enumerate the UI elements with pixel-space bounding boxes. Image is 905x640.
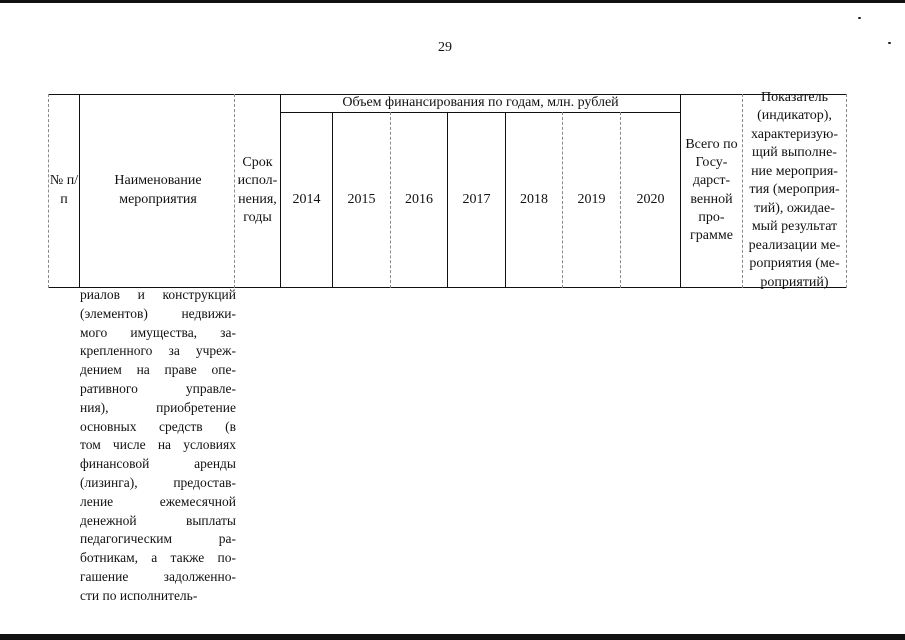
- continuation-line: риалов и конструкций: [80, 287, 236, 302]
- scan-top-edge: [0, 0, 905, 3]
- header-year-2014: 2014: [292, 191, 321, 207]
- page-number: 29: [438, 40, 452, 55]
- continuation-line: мого имущества, за-: [80, 324, 236, 340]
- continuation-line: крепленного за учреж-: [80, 343, 236, 359]
- header-funding-group: Объем финансирования по годам, млн. рублей: [342, 94, 619, 110]
- continuation-line: ния), приобретение: [80, 399, 236, 415]
- continuation-line: (элементов) недвижи-: [80, 305, 236, 321]
- continuation-line: сти по исполнитель-: [80, 587, 198, 603]
- continuation-line: том числе на условиях: [80, 437, 236, 453]
- header-term: Срок испол-нения, годы: [237, 155, 278, 225]
- continuation-line: педагогическим ра-: [80, 531, 236, 547]
- funding-table-header: [48, 89, 847, 290]
- header-total: Всего по Госу-дарст-венной про-грамме: [685, 136, 738, 243]
- activity-name-continuation: [80, 286, 236, 606]
- scan-speck: [888, 42, 891, 44]
- header-name: Наименование мероприятия: [114, 173, 202, 207]
- table-right-edge: [846, 94, 847, 288]
- continuation-line: денежной выплаты: [80, 512, 236, 528]
- header-year-2018: 2018: [520, 191, 548, 207]
- scan-bottom-edge: [0, 634, 905, 640]
- continuation-line: дением на праве опе-: [80, 362, 236, 378]
- header-year-2019: 2019: [577, 191, 606, 207]
- continuation-line: основных средств (в: [80, 418, 236, 434]
- header-year-2017: 2017: [462, 191, 491, 207]
- continuation-line: (лизинга), предостав-: [80, 474, 236, 490]
- continuation-line: ботникам, а также по-: [80, 550, 236, 566]
- continuation-line: ление ежемесячной: [80, 493, 236, 509]
- header-indicator: Показатель (индикатор), характеризую-щий выполне-ние мероприя-тия (мероприя-тий), ожидае-мый результат реализации ме-роприятия (ме-роприятий): [748, 89, 841, 290]
- continuation-line: ративного управле-: [80, 380, 236, 396]
- continuation-line: финансовой аренды: [80, 456, 236, 472]
- header-number: № п/п: [49, 173, 79, 207]
- header-year-2016: 2016: [405, 191, 433, 207]
- header-year-2015: 2015: [347, 191, 376, 207]
- column-divider: [79, 94, 80, 288]
- header-year-2020: 2020: [636, 191, 665, 207]
- continuation-line: гашение задолженно-: [80, 568, 236, 584]
- scan-speck: [858, 17, 861, 19]
